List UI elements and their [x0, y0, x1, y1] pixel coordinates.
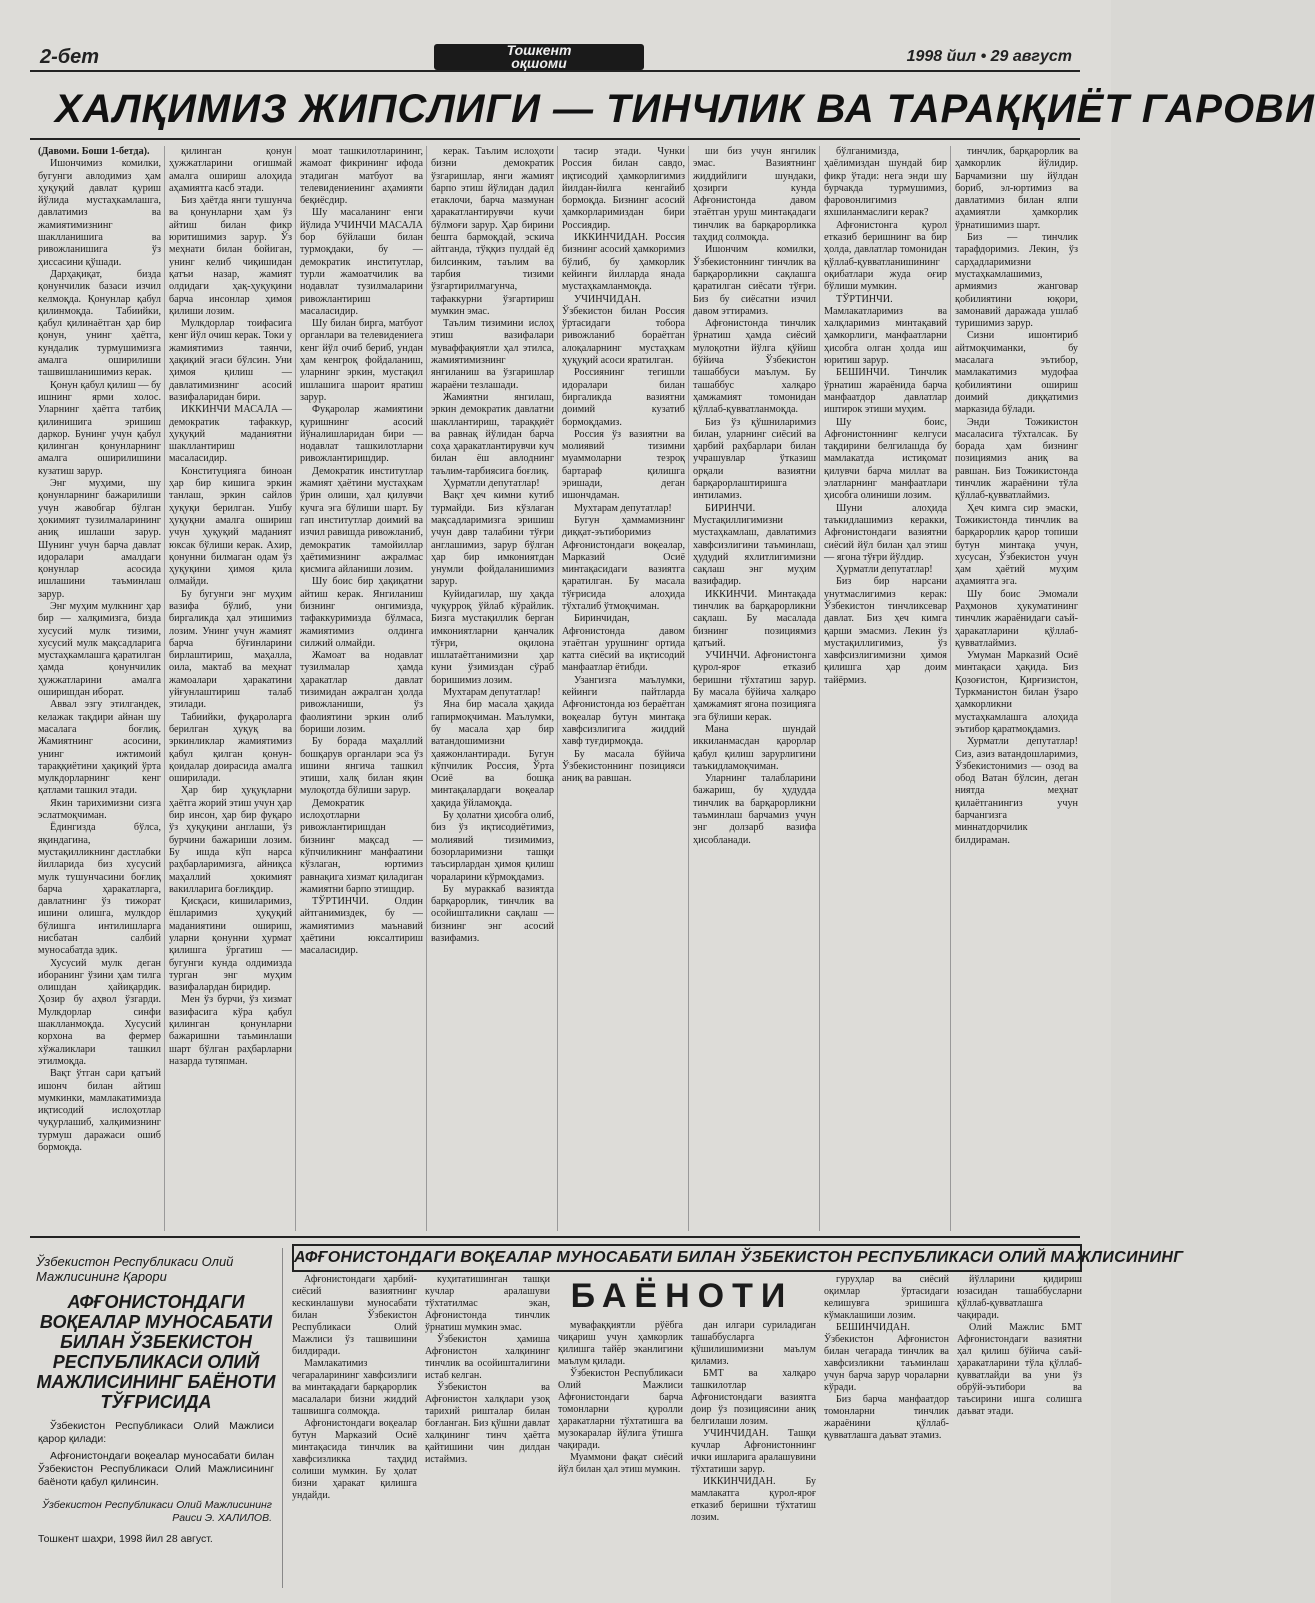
- article-column: [169, 146, 292, 1231]
- article-paragraph: Шу боис бир ҳақиқатни айтиш керак. Янгиланиш бизнинг онгимизда, тафаккуримизда бўлмаса, жамиятимиз олдинга силжий олмайди.: [300, 576, 423, 649]
- article-paragraph: Энг муҳим мулкнинг ҳар бир — халқимизга, бизда хусусий мулк тизими, хусусий мулк мақсадларига мустаҳкамлашга қаратилган ҳамда қонунчилик ҳужжатларини амалга оширишдан иборат.: [38, 600, 161, 699]
- statement-big-title: БАЁНОТИ: [554, 1278, 810, 1314]
- article-paragraph: Конституцияга биноан ҳар бир кишига эркин танлаш, эркин сайлов ҳуқуқи берилган. Ушбу ҳуқуқни амалга ошириш учун ҳуқуқий маданият юксак бўлиши керак. Ахир, қонунни билмаган одам ўз ҳуқуқини ҳимоя қила олмайди.: [169, 465, 292, 588]
- article-paragraph: ИККИНЧИДАН. Россия бизнинг асосий ҳамкоримиз бўлиб, бу ҳамкорлик кейинги йилларда янада мустаҳкамланмоқда.: [562, 232, 685, 293]
- article-paragraph: Бу борада маҳаллий бошқарув органлари эса ўз ишини янгича ташкил этиши, халқ билан яқин мулоқотда бўлиши зарур.: [300, 736, 423, 797]
- article-paragraph: Жамоат ва нодавлат тузилмалар ҳамда ҳаракатлар давлат тизимидан ажралган ҳолда ривожланиши, ўз фаолиятини эркин олиб бориши лозим.: [300, 650, 423, 735]
- article-paragraph: Россия ўз вазиятни ва молиявий тизимни муаммоларни тезроқ бартараф қилишга эришади, деган ишончдаман.: [562, 428, 685, 502]
- decree-paragraph: Афғонистондаги воқеалар муносабати билан Ўзбекистон Республикаси Олий Мажлисининг баёноти қабул қилинсин.: [38, 1450, 274, 1488]
- article-paragraph: Демократик институтлар жамият ҳаётини мустаҳкам ўрин олиши, ҳал қилувчи кучга эга бўлиши шарт. Бу гап институтлар доимий ва изчил равишда ривожланиб, демократик тамойиллар ҳаётимизнинг ажралмас қисмига айланиши лозим.: [300, 465, 423, 576]
- statement-column: [558, 1274, 683, 1592]
- section-divider: [30, 1236, 1080, 1238]
- statement-paragraph: Ўзбекистон Республикаси Олий Мажлиси Афғонистондаги барча томонларни қуролли ҳаракатларни тўхтатишга ва музокаралар йўлига ўтишга чақиради.: [558, 1368, 683, 1451]
- article-paragraph: Ҳар бир ҳуқуқларни ҳаётга жорий этиш учун ҳар бир инсон, ҳар бир фуқаро ўз ҳуқуқини англаши, ўз бурчини бажариши лозим. Бу ишда кўп нарса раҳбарларимизга, айниқса маҳаллий ҳокимият вакилларига боғлиқдир.: [169, 785, 292, 895]
- article-paragraph: Вақт ўтган сари қатъий ишонч билан айтиш мумкинки, мамлакатимизда иқтисодий ислоҳотлар чуқурлашиб, халқимизнинг турмуш даражаси ошиб бормоқда.: [38, 1068, 161, 1154]
- statement-paragraph: Афғонистондаги воқеалар бутун Марказий Осиё минтақасида тинчлик ва хавфсизликка таҳдид солиши мумкин. Бу ҳолат бизни ҳаракат қилишга ундайди.: [292, 1418, 417, 1501]
- statement-paragraph: Биз барча манфаатдор томонларни тинчлик жараёнини қўллаб-қувватлашга даъват этамиз.: [824, 1394, 949, 1441]
- article-paragraph: ИККИНЧИ. Минтақада тинчлик ва барқарорликни сақлаш. Бу масалада бизнинг позициямиз қатъий.: [693, 588, 816, 649]
- statement-paragraph: Ўзбекистон ва Афғонистон халқлари узоқ тарихий ришталар билан боғланган. Биз қўшни давлат халқининг тинч ҳаётга қайтишини чин дилдан истаймиз.: [425, 1382, 550, 1465]
- statement-paragraph: Афғонистондаги ҳарбий-сиёсий вазиятнинг кескинлашуви муносабати билан Ўзбекистон Республикаси Олий Мажлиси ўз ташвишини билдиради.: [292, 1274, 417, 1357]
- article-paragraph: Ишончимиз комилки, бугунги авлодимиз ҳам ҳуқуқий давлат қуриш йўлида мустаҳкамлашга, давлатимиз ва жамиятимизнинг шаклланишига ва ривожланишига ўз ҳиссасини қўшади.: [38, 158, 161, 268]
- statement-title: АФҒОНИСТОНДАГИ ВОҚЕАЛАР МУНОСАБАТИ БИЛАН ЎЗБЕКИСТОН РЕСПУБЛИКАСИ ОЛИЙ МАЖЛИСИНИНГ: [292, 1244, 1082, 1272]
- page-number: 2-бет: [40, 46, 100, 68]
- article-paragraph: Ёдингизда бўлса, яқиндагина, мустақилликнинг дастлабки йилларида биз хусусий мулк тушунчасини боғлиқ барча ҳаракатларга, давлатнинг ўз тижорат ишини олишга, мулкдор бўлишга интилишларга нисбатан салбий муносабатда эдик.: [38, 822, 161, 957]
- statement-paragraph: Мамлакатимиз чегараларининг хавфсизлиги ва минтақадаги барқарорлик масалалари бизни жиддий ташвишга солмоқда.: [292, 1358, 417, 1417]
- article-column: [38, 146, 161, 1231]
- statement-column: [292, 1274, 417, 1592]
- article-paragraph: Шу билан бирга, матбуот органлари ва телевидениега кенг йўл очиб бериб, ундан ҳам кенгроқ фойдаланиш, уларнинг эркин, мустақил ишлашига шароит яратиш зарур.: [300, 318, 423, 403]
- article-paragraph: Сизни ишонтириб айтмоқчиманки, бу масалага эътибор, мамлакатимиз мудофаа қобилиятини ошириш доимий диққатимиз марказида бўлади.: [955, 330, 1078, 416]
- article-body: [38, 146, 1078, 1231]
- article-paragraph: БЕШИНЧИ. Тинчлик ўрнатиш жараёнида барча манфаатдор давлатлар иштирок этиши муҳим.: [824, 367, 947, 416]
- article-paragraph: Мулкдорлар тоифасига кенг йўл очиш керак. Токи у жамиятимиз таянчи, ҳақиқий эгаси бўлсин. Уни ҳимоя қилиш — давлатимизнинг асосий вазифаларидан бири.: [169, 318, 292, 403]
- statement-paragraph: ИККИНЧИДАН. Бу мамлакатга қурол-яроғ етказиб беришни тўхтатиш лозим.: [691, 1476, 816, 1523]
- article-column: [955, 146, 1078, 1231]
- article-paragraph: Мана шундай иккиланмасдан қарорлар қабул қилиш зарурлигини таъкидламоқчиман.: [693, 723, 816, 772]
- article-paragraph: керак. Таълим ислоҳоти бизни демократик ўзгаришлар, янги жамият барпо этиш йўлидан дадил етаклочи, барча мазмунан ҳаракатлантирувчи кучи бўлмоғи зарур. Ҳар бирини бешта бармоқдай, эскича айтганда, тўққиз пулдай ёд билсинким, таълим ва тарбия тизими ўзгартирилмагунча, тафаккурни ўзгартириш мумкин эмас.: [431, 146, 554, 317]
- article-paragraph: Хурматли депутатлар! Сиз, азиз ватандошларимиз, Ўзбекистонимиз — озод ва обод Ватан бўлсин, деган ниятда меҳнат қилаётганингиз учун барчангизга миннатдорчилик билдираман.: [955, 736, 1078, 846]
- decree-title: АФҒОНИСТОНДАГИ ВОҚЕАЛАР МУНОСАБАТИ БИЛАН ЎЗБЕКИСТОН РЕСПУБЛИКАСИ ОЛИЙ МАЖЛИСИНИНГ БАЁНОТИ ТЎҒРИСИДА: [36, 1292, 276, 1412]
- article-column: [824, 146, 947, 1231]
- article-paragraph: Биз ҳаётда янги тушунча ва қонунларни ҳам ўз айтиш билан фикр юритишимиз зарур. Ўз меҳнати билан бойиган, унинг келиб чиқишидан қатъи назар, жамият олдидаги ҳақ-ҳуқуқини барча инсонлар ҳимоя қилиши лозим.: [169, 195, 292, 317]
- article-paragraph: Бу масала бўйича Ўзбекистоннинг позицияси аниқ ва равшан.: [562, 748, 685, 785]
- article-paragraph: Мен ўз бурчи, ўз хизмат вазифасига кўра қабул қилинган қонунларни бажаришни таъминлаши шарт бўлган раҳбарларни назарда тутяпман.: [169, 994, 292, 1067]
- decree-body: [30, 1420, 282, 1489]
- article-paragraph: Уларнинг талабларини бажариш, бу ҳудудда тинчлик ва барқарорликни таъминлаш барчамиз учун энг долзарб вазифа ҳисобланади.: [693, 773, 816, 846]
- statement-paragraph: Олий Мажлис БМТ Афғонистондаги вазиятни ҳал қилиш бўйича саъй-ҳаракатларини тўла қўллаб-қувватлайди ва уни ўз обрўй-эътибори ва таъсирини ишга солишга даъват этади.: [957, 1322, 1082, 1417]
- article-paragraph: Таълим тизимини ислоҳ этиш вазифалари муваффақиятли ҳал этилса, жамиятимизнинг янгиланиш ва ўзгаришлар жараёни тезлашади.: [431, 318, 554, 391]
- article-paragraph: Жамиятни янгилаш, эркин демократик давлатни шакллантириш, тараққиёт ва равнақ йўлидан барча соҳа ҳаракатлантирувчи куч билан ёш авлоднинг таълим-тарбиясига боғлиқ.: [431, 391, 554, 477]
- article-paragraph: Афғонистонга қурол етказиб беришнинг ва бир ҳолда, давлатлар томонидан қўллаб-қувватланишининг оқибатлари жуда оғир бўлиши мумкин.: [824, 219, 947, 293]
- statement-paragraph: БМТ ва халқаро ташкилотлар Афғонистондаги вазиятга доир ўз позициясини аниқ белгилаши лозим.: [691, 1368, 816, 1427]
- issue-date: 1998 йил • 29 август: [906, 48, 1072, 65]
- logo-bottom-text: оқшоми: [511, 55, 567, 71]
- article-paragraph: Биз бир нарсани унутмаслигимиз керак: Ўзбекистон тинчликсевар давлат. Биз ҳеч кимга қарши эмасмиз. Лекин ўз мустақиллигимиз, ўз хавфсизлигимизни ҳимоя қилишга ҳар доим тайёрмиз.: [824, 576, 947, 686]
- article-column: [693, 146, 816, 1231]
- statement-column: [824, 1274, 949, 1592]
- continued-note: (Давоми. Боши 1-бетда).: [38, 146, 150, 157]
- decree-box: [30, 1248, 283, 1588]
- article-paragraph: Қонун қабул қилиш — бу ишнинг ярми холос. Уларнинг ҳаётга татбиқ қилинишига эришиш даркор. Бунинг учун қабул қилинган қонунларнинг амалга оширилишини кузатиш зарур.: [38, 379, 161, 477]
- article-paragraph: моат ташкилотларининг, жамоат фикрининг ифода этадиган матбуот ва телевидениенинг аҳамияти беқиёсдир.: [300, 146, 423, 207]
- decree-issuer: Ўзбекистон Республикаси Олий Мажлисининг Қарори: [36, 1254, 234, 1284]
- article-paragraph: Дарҳақиқат, бизда қонунчилик базаси изчил келмоқда. Қонунлар қабул қилинмоқда. Табиийки, қабул қилинаётган ҳар бир қонун, унинг ҳаётга, кундалик турмушимизга амалга оширилиши ташвишланишимиз керак.: [38, 268, 161, 379]
- article-paragraph: Бугун ҳаммамизнинг диққат-эътиборимиз Афғонистондаги воқеалар, Марказий Осиё минтақасидаги вазиятга қаратилган. Бу масала тўғрисида алоҳида тўхталиб ўтмоқчиман.: [562, 514, 685, 612]
- article-paragraph: Ҳурматли депутатлар!: [836, 564, 933, 576]
- statement-paragraph: дан илгари суриладиган ташаббусларга қўшилишимизни маълум қиламиз.: [691, 1320, 816, 1367]
- statement-paragraph: мувафаққиятли рўёбга чиқариш учун ҳамкорлик қилишга тайёр эканлигини маълум қилади.: [558, 1320, 683, 1367]
- article-paragraph: Россиянинг тегишли идоралари билан биргаликда вазиятни доимий кузатиб бормоқдамиз.: [562, 367, 685, 428]
- article-paragraph: Мухтарам депутатлар!: [574, 502, 672, 514]
- article-paragraph: Биринчидан, Афғонистонда давом этаётган урушнинг ортида катта сиёсий ва иқтисодий манфаатлар ётибди.: [562, 613, 685, 674]
- article-paragraph: Ҳурматли депутатлар!: [443, 478, 540, 490]
- article-paragraph: Бу ҳолатни ҳисобга олиб, биз ўз иқтисодиётимиз, молиявий тизимимиз, бозорларимизни ташқи таъсирлардан ҳимоя қилиш чораларини кўрмоқдамиз.: [431, 810, 554, 883]
- article-paragraph: Шу боис, Афғонистоннинг келгуси тақдирини белгилашда бу мамлакатда истиқомат қилувчи барча миллат ва элатларнинг манфаатлари ҳисобга олиниши лозим.: [824, 416, 947, 502]
- article-paragraph: бўлганимизда, ҳаёлимиздан шундай бир фикр ўтади: нега энди шу бурчакда турмушимиз, фаровонлигимиз яхшиланмаслиги керак?: [824, 146, 947, 219]
- article-headline: ХАЛҚИМИЗ ЖИПСЛИГИ — ТИНЧЛИК ВА ТАРАҚҚИЁТ ГАРОВИ: [55, 87, 1315, 131]
- statement-paragraph: БЕШИНЧИДАН. Ўзбекистон Афғонистон билан чегарада тинчлик ва хавфсизликни таъминлаш учун барча зарур чораларни кўради.: [824, 1322, 949, 1393]
- article-paragraph: ИККИНЧИ МАСАЛА — демократик тафаккур, ҳуқуқий маданиятни шакллантириш масаласидир.: [169, 404, 292, 465]
- article-paragraph: тасир этади. Чунки Россия билан савдо, иқтисодий ҳамкорлигимиз йилдан-йилга кенгайиб бормоқда. Бизнинг асосий ҳамкорларимиздан бири Россиядир.: [562, 146, 685, 231]
- article-paragraph: БИРИНЧИ. Мустақиллигимизни мустаҳкамлаш, давлатимиз хавфсизлигини таъминлаш, ҳудудий яхлитлигимизни сақлаш энг муҳим вазифадир.: [693, 502, 816, 588]
- article-paragraph: Қисқаси, кишиларимиз, ёшларимиз ҳуқуқий маданиятини ошириш, уларни қонунни ҳурмат қилишга ўргатиш — бугунги кунда олдимизда турган энг муҳим вазифалардан биридир.: [169, 896, 292, 994]
- decree-signature: Ўзбекистон Республикаси Олий Мажлисининг Раиси Э. ХАЛИЛОВ.: [42, 1499, 272, 1524]
- statement-paragraph: УЧИНЧИДАН. Ташқи кучлар Афғонистоннинг ички ишларига аралашувини тўхтатиши зарур.: [691, 1428, 816, 1475]
- article-paragraph: Табиийки, фуқароларга берилган ҳуқуқ ва эркинликлар жамиятимиз қабул қилган қонун-қоидалар доирасида амалга оширилади.: [169, 711, 292, 785]
- article-paragraph: Шуни алоҳида таъкидлашимиз керакки, Афғонистондаги вазиятни сиёсий йўл билан ҳал этиш — ягона тўғри йўлдир.: [824, 502, 947, 563]
- statement-column: [691, 1274, 816, 1592]
- article-paragraph: ТЎРТИНЧИ. Олдин айтганимиздек, бу — жамиятимиз маънавий ҳаётини юксалтириш масаласидир.: [300, 896, 423, 957]
- article-paragraph: Аввал эзгу этилгандек, келажак тақдири айнан шу масалага боғлиқ. Жамиятнинг асосини, унинг ижтимоий тараққиётини ҳақиқий ўрта мулкдорларнинг кенг қатлами ташкил этади.: [38, 699, 161, 797]
- article-paragraph: УЧИНЧИДАН. Ўзбекистон билан Россия ўртасидаги тобора ривожланиб бораётган алоқаларнинг мустаҳкам ҳуқуқий асоси яратилган.: [562, 293, 685, 367]
- article-paragraph: Узангизга маълумки, кейинги пайтларда Афғонистонда юз бераётган воқеалар бутун минтақа хавфсизлигига жиддий хавф туғдирмоқда.: [562, 674, 685, 748]
- article-column: [300, 146, 423, 1231]
- article-paragraph: Умуман Марказий Осиё минтақаси ҳақида. Биз Қозоғистон, Қирғизистон, Туркманистон билан ўзаро ҳамкорликни мустаҳкамлашга алоҳида эътибор қаратмоқдамиз.: [955, 650, 1078, 735]
- article-paragraph: УЧИНЧИ. Афғонистонга қурол-яроғ етказиб беришни тўхтатиш зарур. Бу масала бўйича халқаро ҳамжамият ягона позицияга эга бўлиши керак.: [693, 650, 816, 723]
- statement-column: [957, 1274, 1082, 1592]
- article-paragraph: Якин тарихимизни сизга эслатмоқчиман.: [38, 797, 161, 822]
- article-paragraph: Биз — тинчлик тарафдоримиз. Лекин, ўз сарҳадларимизни мустаҳкамлашимиз, армиямиз жанговар қобилиятини юқори, замонавий даражада ушлаб туришимиз зарур.: [955, 232, 1078, 330]
- article-paragraph: ши биз учун янгилик эмас. Вазиятнинг жиддийлиги шундаки, ҳозирги кунда Афғонистонда давом этаётган уруш минтақадаги тинчлик ва барқарорликка таҳдид солмоқда.: [693, 146, 816, 244]
- article-paragraph: Ҳеч кимга сир эмаски, Тожикистонда тинчлик ва барқарорлик қарор топиши бутун минтақа учун, хусусан, Ўзбекистон учун ҳам ҳаётий муҳим аҳамиятга эга.: [955, 502, 1078, 588]
- article-paragraph: Энг муҳими, шу қонунларнинг бажарилиши учун жавобгар бўлган ҳокимият тузилмаларининг аниқ ишлаши зарур. Шунинг учун барча давлат идоралари амалдаги қонунлар асосида ишлашини таъминлаш зарур.: [38, 478, 161, 600]
- article-paragraph: Ишончим комилки, Ўзбекистоннинг тинчлик ва барқарорликни сақлашга қаратилган сиёсати тўғри. Биз бу сиёсатни изчил давом эттирамиз.: [693, 244, 816, 317]
- article-paragraph: Шу масаланинг енги йўлида УЧИНЧИ МАСАЛА бор бўйлаши билан турмоқдаки, бу — демократик институтлар, турли жамоатчилик ва нодавлат тузилмаларини ривожлантириш масаласидир.: [300, 207, 423, 317]
- statement-column: [425, 1274, 550, 1592]
- article-column: [562, 146, 685, 1231]
- statement-paragraph: гуруҳлар ва сиёсий оқимлар ўртасидаги келишувга эришишга кўмаклашиши лозим.: [824, 1274, 949, 1321]
- article-paragraph: қилинган қонун ҳужжатларини огишмай амалга ошириш алоҳида аҳамиятга касб этади.: [169, 146, 292, 194]
- statement-body: [292, 1274, 1082, 1592]
- decree-place-date: Тошкент шаҳри, 1998 йил 28 август.: [38, 1533, 213, 1545]
- article-paragraph: Вақт ҳеч кимни кутиб турмайди. Биз кўзлаган мақсадларимизга эришиш учун давр талабини тўғри англашимиз, зарур бўлган ҳар бир имкониятдан унумли фойдаланишимиз зарур.: [431, 490, 554, 588]
- article-paragraph: Демократик ислоҳотларни ривожлантиришдан бизнинг мақсад — кўпчиликнинг манфаатини кўзлаган, юртимиз равнақига хизмат қиладиган жамиятни барпо этишдир.: [300, 797, 423, 895]
- newspaper-logo: [434, 44, 644, 70]
- article-paragraph: Фуқаролар жамиятини қуришнинг асосий йўналишларидан бири — нодавлат ташкилотларни ривожлантиришдир.: [300, 404, 423, 465]
- article-paragraph: Энди Тожикистон масаласига тўхталсак. Бу борада ҳам бизнинг позициямиз аниқ ва равшан. Биз Тожикистонда тинчлик жараёнини тўла қўллаб-қувватлаймиз.: [955, 416, 1078, 502]
- article-paragraph: Хусусий мулк деган иборанинг ўзини ҳам тилга олишдан ҳайиқардик. Ҳозир бу аҳвол ўзгарди. Мулкдорлар синфи шаклланмоқда. Хусусий корхона ва фермер хўжаликлари ташкил этилмоқда.: [38, 957, 161, 1067]
- article-paragraph: Биз ўз қўшниларимиз билан, уларнинг сиёсий ва ҳарбий раҳбарлари билан учрашувлар ўтказиш орқали вазиятни барқарорлаштиришга интиламиз.: [693, 416, 816, 502]
- article-paragraph: Шу боис Эмомали Раҳмонов ҳукуматининг тинчлик жараёнидаги саъй-ҳаракатларини қўллаб-қувватлаймиз.: [955, 588, 1078, 649]
- article-paragraph: ТЎРТИНЧИ. Мамлакатларимиз ва халқларимиз минтақавий ҳамкорлиги, манфаатларни ҳисобга олган ҳолда иш юритиш зарур.: [824, 293, 947, 367]
- statement-paragraph: йўлларини қидириш юзасидан ташаббусларни қўллаб-қувватлашга чақиради.: [957, 1274, 1082, 1321]
- statement-paragraph: Муаммони фақат сиёсий йўл билан ҳал этиш мумкин.: [558, 1452, 683, 1475]
- article-paragraph: Бу бугунги энг муҳим вазифа бўлиб, уни биргаликда ҳал этишимиз лозим. Унинг учун жамият барча бўғинларини бирлаштириш, маҳалла, оила, мактаб ва меҳнат жамоалари ҳаракатини уйғунлаштириш талаб этилади.: [169, 588, 292, 711]
- masthead-bar: [30, 44, 1080, 72]
- statement-section: [292, 1244, 1184, 1594]
- decree-paragraph: Ўзбекистон Республикаси Олий Мажлиси қарор қилади:: [38, 1420, 274, 1445]
- article-column: [431, 146, 554, 1231]
- article-paragraph: Яна бир масала ҳақида гапирмоқчиман. Маълумки, бу масала ҳар бир ватандошимизни ҳаяжонлантиради. Бугун кўпчилик Россия, Ўрта Осиё ва бошқа минтақалардаги воқеалар ҳақида ўйламоқда.: [431, 699, 554, 809]
- article-paragraph: Куйидагилар, шу ҳақда чуқурроқ ўйлаб кўрайлик. Бизга мустақиллик берган имкониятларни қанчалик тўғри, оқилона ишлатаётганимизни ҳар куни ўзимиздан сўраб боришимиз лозим.: [431, 588, 554, 686]
- article-paragraph: тинчлик, барқарорлик ва ҳамкорлик йўлидир. Барчамизни шу йўлдан бориб, эл-юртимиз ва давлатимиз билан ялпи аҳамиятли ҳамкорлик ўрнатишимиз шарт.: [955, 146, 1078, 231]
- statement-paragraph: куҳитатишинган ташқи кучлар аралашуви тўхтатилмас экан, Афғонистонда тинчлик ўрнатиш мумкин эмас.: [425, 1274, 550, 1333]
- headline-divider: [30, 138, 1080, 140]
- statement-paragraph: Ўзбекистон ҳамиша Афғонистон халқининг тинчлик ва осойишталигини истаб келган.: [425, 1334, 550, 1381]
- logo-top-text: Тошкент: [506, 42, 572, 58]
- article-paragraph: Бу мураккаб вазиятда барқарорлик, тинчлик ва осойишталикни сақлаш — бизнинг энг асосий вазифамиз.: [431, 883, 554, 944]
- article-paragraph: Афғонистонда тинчлик ўрнатиш ҳамда сиёсий мулоқотни йўлга қўйиш бўйича Ўзбекистон ташаббуси маълум. Бу ташаббус халқаро ҳамжамият томонидан қўллаб-қувватланмоқда.: [693, 318, 816, 416]
- article-paragraph: Мухтарам депутатлар!: [443, 687, 541, 699]
